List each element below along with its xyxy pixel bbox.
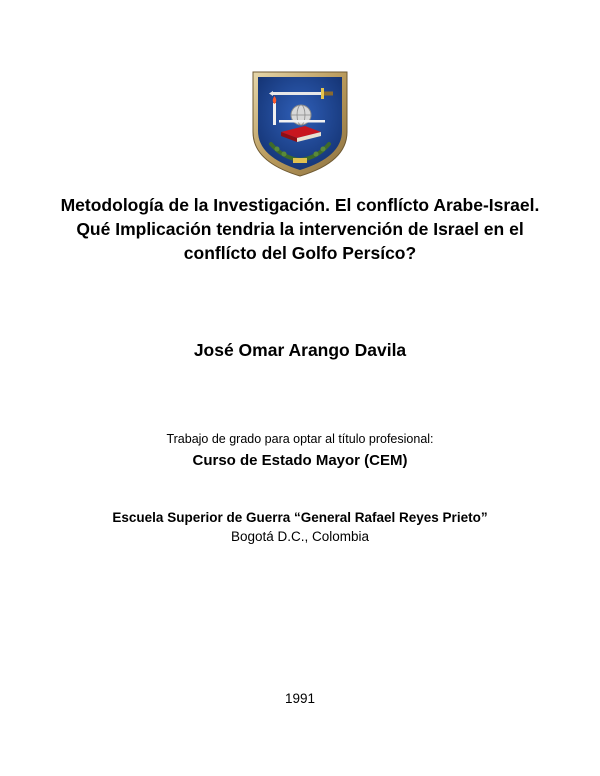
degree-name: Curso de Estado Mayor (CEM): [192, 452, 408, 469]
author-name: José Omar Arango Davila: [193, 340, 407, 360]
degree-intro-text: Trabajo de grado para optar al título profesional:: [166, 432, 434, 446]
military-school-crest-icon: [251, 70, 349, 178]
institution-location: Bogotá D.C., Colombia: [230, 529, 370, 544]
document-year: 1991: [284, 691, 316, 706]
institution-name: Escuela Superior de Guerra “General Rafael Reyes Prieto”: [112, 510, 488, 525]
document-title: Metodología de la Investigación. El conflícto Arabe-Israel. Qué Implicación tendria la intervención de Israel en el conflícto del Golfo Persíco?: [60, 195, 540, 263]
